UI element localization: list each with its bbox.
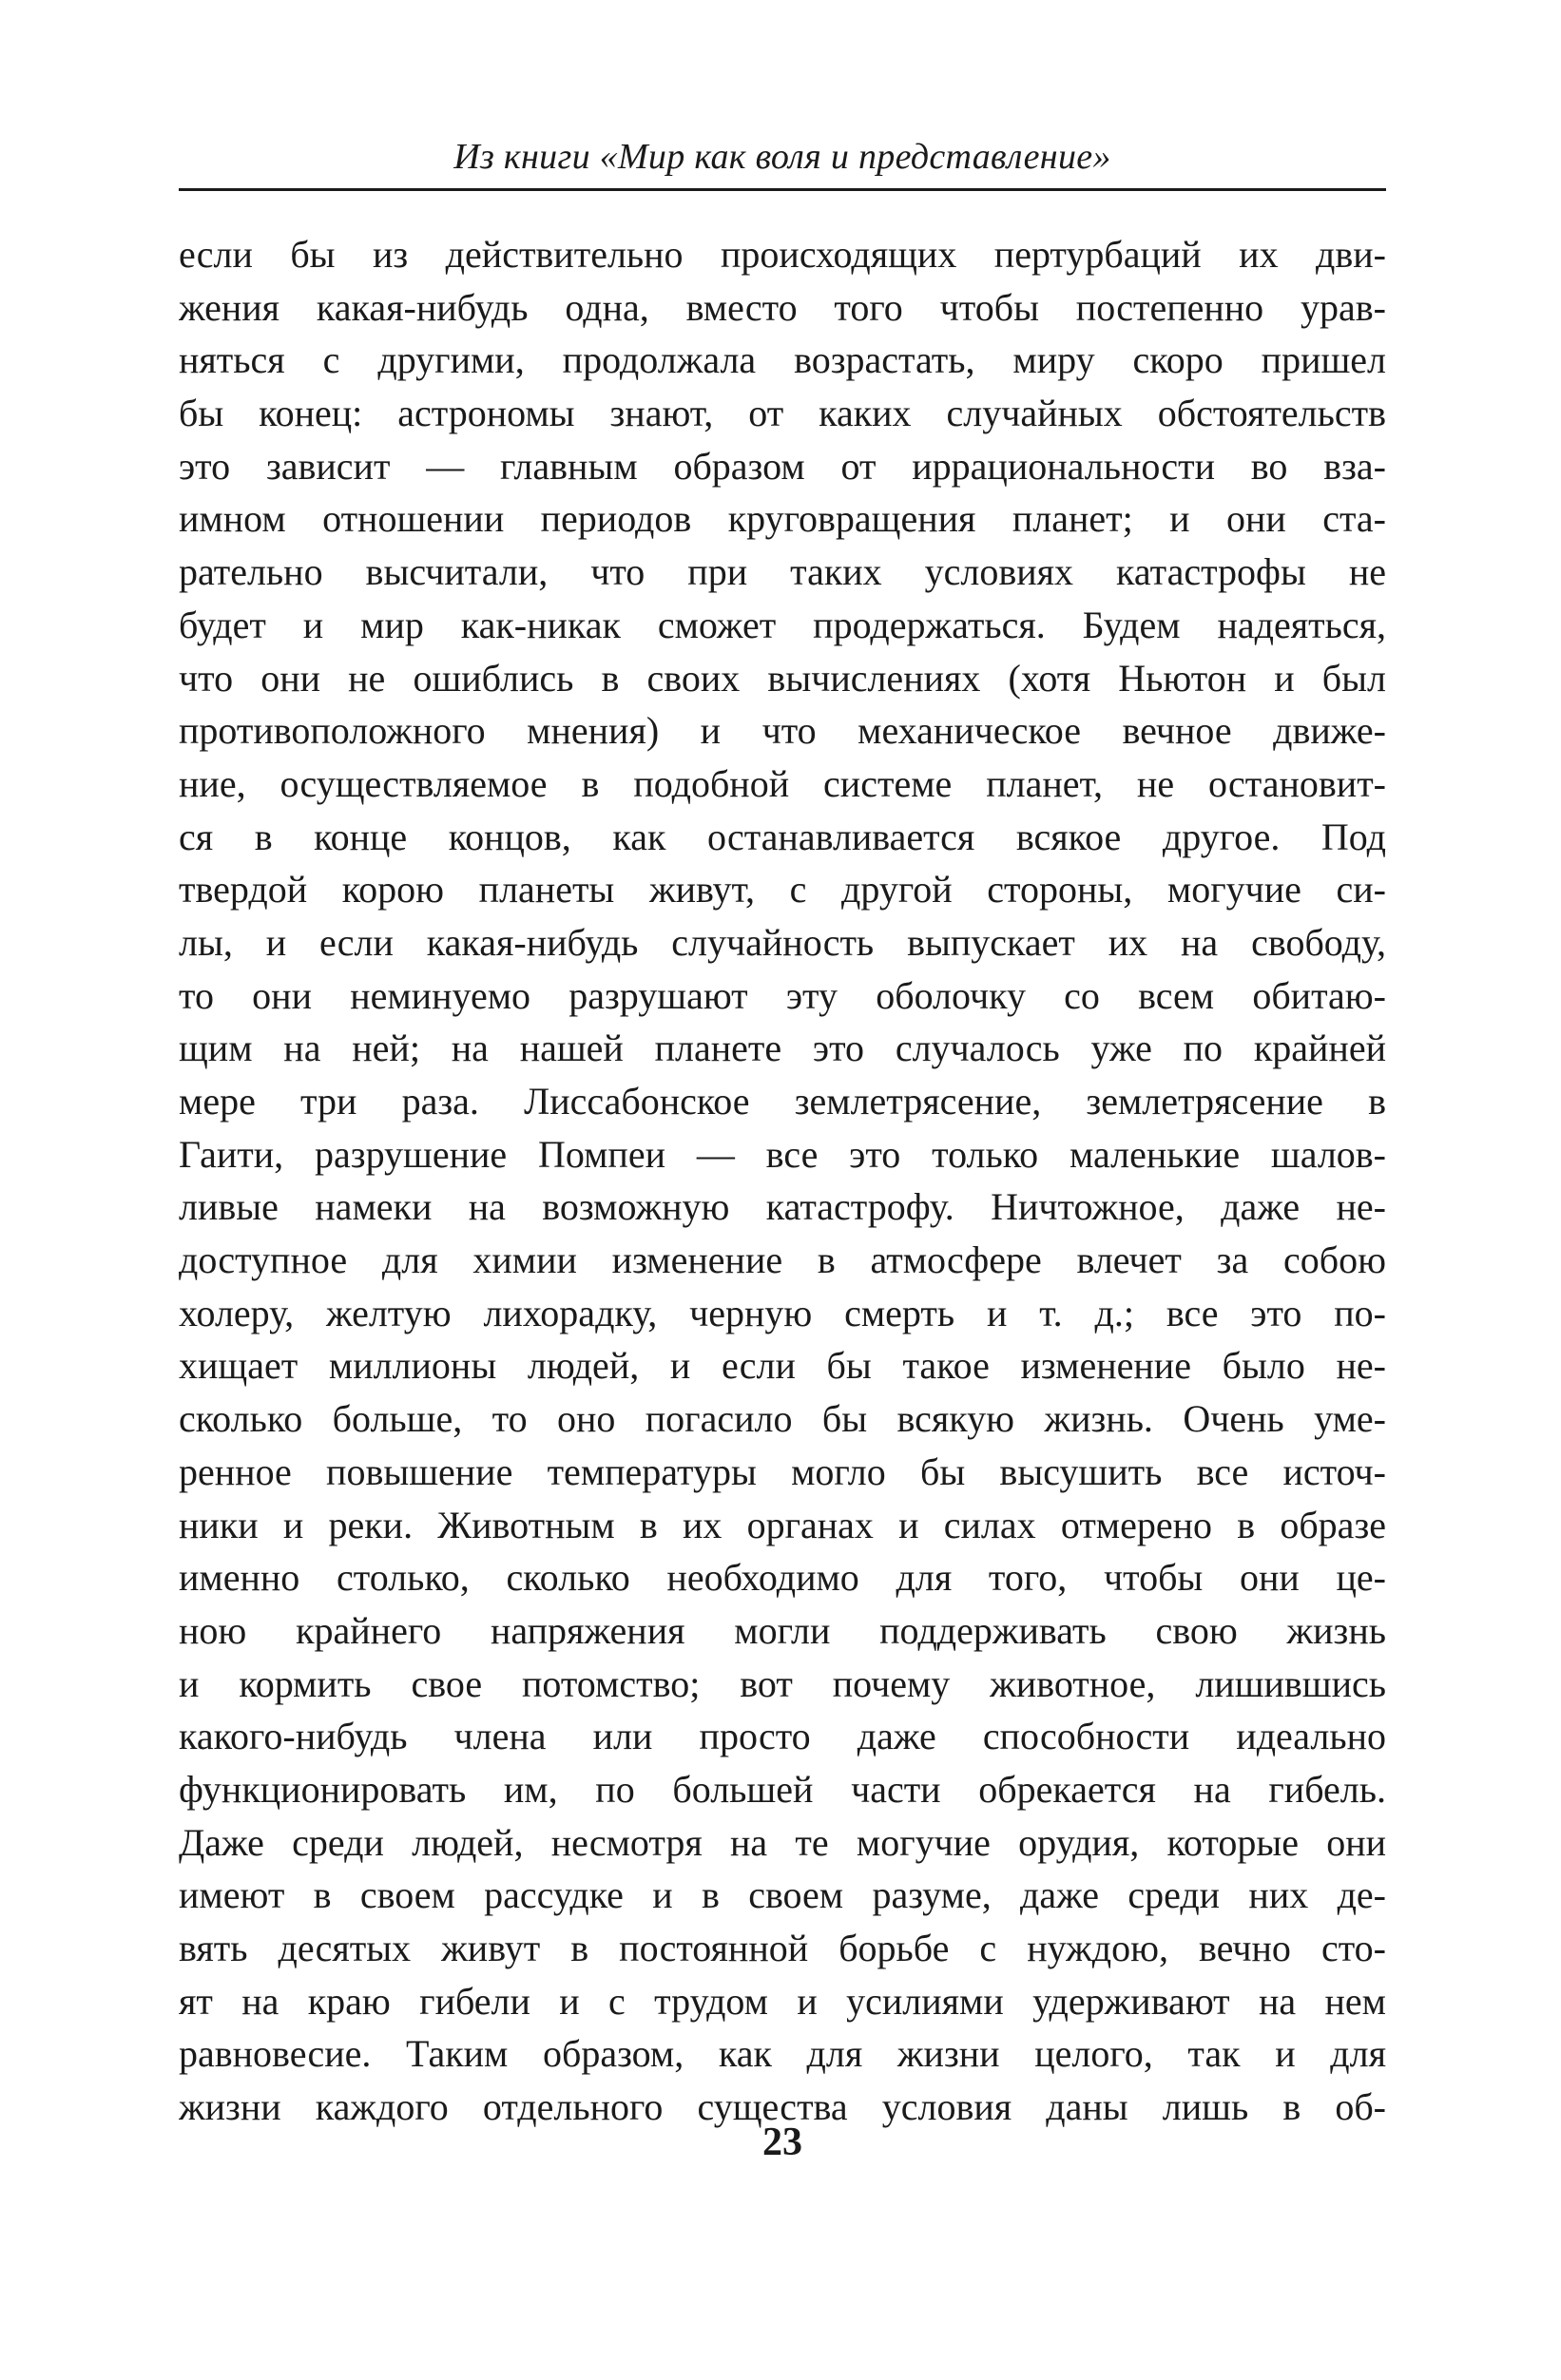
text-line: бы конец: астрономы знают, от каких случайных обстоятельств (179, 392, 1386, 435)
text-line: твердой корою планеты живут, с другой стороны, могучие си- (179, 868, 1386, 912)
text-line: будет и мир как-никак сможет продержаться. Будем надеяться, (179, 603, 1386, 646)
text-line: доступное для химии изменение в атмосфере влечет за собою (179, 1238, 1386, 1282)
text-line: рательно высчитали, что при таких условиях катастрофы не (179, 550, 1386, 594)
text-line: лы, и если какая-нибудь случайность выпускает их на свободу, (179, 920, 1386, 964)
text-line: имеют в своем рассудке и в своем разуме, даже среди них де- (179, 1873, 1386, 1917)
page-number: 23 (762, 2121, 802, 2164)
running-header: Из книги «Мир как воля и представление» (453, 137, 1111, 177)
text-line: ние, осуществляемое в подобной системе планет, не остановит- (179, 761, 1386, 805)
text-line: ят на краю гибели и с трудом и усилиями удерживают на нем (179, 1979, 1386, 2023)
text-line: именно столько, сколько необходимо для того, чтобы они це- (179, 1556, 1386, 1600)
text-line: ники и реки. Животным в их органах и силах отмерено в образе (179, 1503, 1386, 1546)
text-line: ною крайнего напряжения могли поддерживать свою жизнь (179, 1608, 1386, 1652)
text-line: ренное повышение температуры могло бы высушить все источ- (179, 1449, 1386, 1493)
text-line: вять десятых живут в постоянной борьбе с нуждою, вечно сто- (179, 1927, 1386, 1969)
text-line: жизни каждого отдельного существа условия даны лишь в об- (179, 2085, 1386, 2129)
text-line: функционировать им, по большей части обрекается на гибель. (179, 1767, 1386, 1811)
header-rule (179, 188, 1386, 191)
text-line: противоположного мнения) и что механическое вечное движе- (179, 709, 1386, 753)
text-line: няться с другими, продолжала возрастать, миру скоро пришел (179, 338, 1386, 382)
body-text (179, 228, 1386, 2134)
text-line: если бы из действительно происходящих пертурбаций их дви- (179, 233, 1386, 276)
text-line: равновесие. Таким образом, как для жизни целого, так и для (179, 2032, 1386, 2076)
text-line: сколько больше, то оно погасило бы всякую жизнь. Очень уме- (179, 1397, 1386, 1441)
text-line: что они не ошиблись в своих вычислениях (хотя Ньютон и был (179, 656, 1386, 700)
text-line: хищает миллионы людей, и если бы такое изменение было не- (179, 1344, 1386, 1388)
text-line: то они неминуемо разрушают эту оболочку со всем обитаю- (179, 973, 1386, 1017)
text-line: Даже среди людей, несмотря на те могучие орудия, которые они (179, 1820, 1386, 1864)
text-line: жения какая-нибудь одна, вместо того чтобы постепенно урав- (179, 285, 1386, 329)
text-line: какого-нибудь члена или просто даже способности идеально (179, 1715, 1386, 1758)
text-line: ся в конце концов, как останавливается всякое другое. Под (179, 815, 1386, 858)
text-line: холеру, желтую лихорадку, черную смерть и т. д.; все это по- (179, 1291, 1386, 1334)
text-line: мере три раза. Лиссабонское землетрясение, землетрясение в (179, 1080, 1386, 1123)
text-line: это зависит — главным образом от иррациональности во вза- (179, 444, 1386, 488)
text-line: имном отношении периодов круговращения планет; и они ста- (179, 497, 1386, 541)
text-line: щим на ней; на нашей планете это случалось уже по крайней (179, 1027, 1386, 1070)
text-line: и кормить свое потомство; вот почему животное, лишившись (179, 1661, 1386, 1705)
text-line: Гаити, разрушение Помпеи — все это только маленькие шалов- (179, 1132, 1386, 1176)
text-line: ливые намеки на возможную катастрофу. Ничтожное, даже не- (179, 1185, 1386, 1229)
